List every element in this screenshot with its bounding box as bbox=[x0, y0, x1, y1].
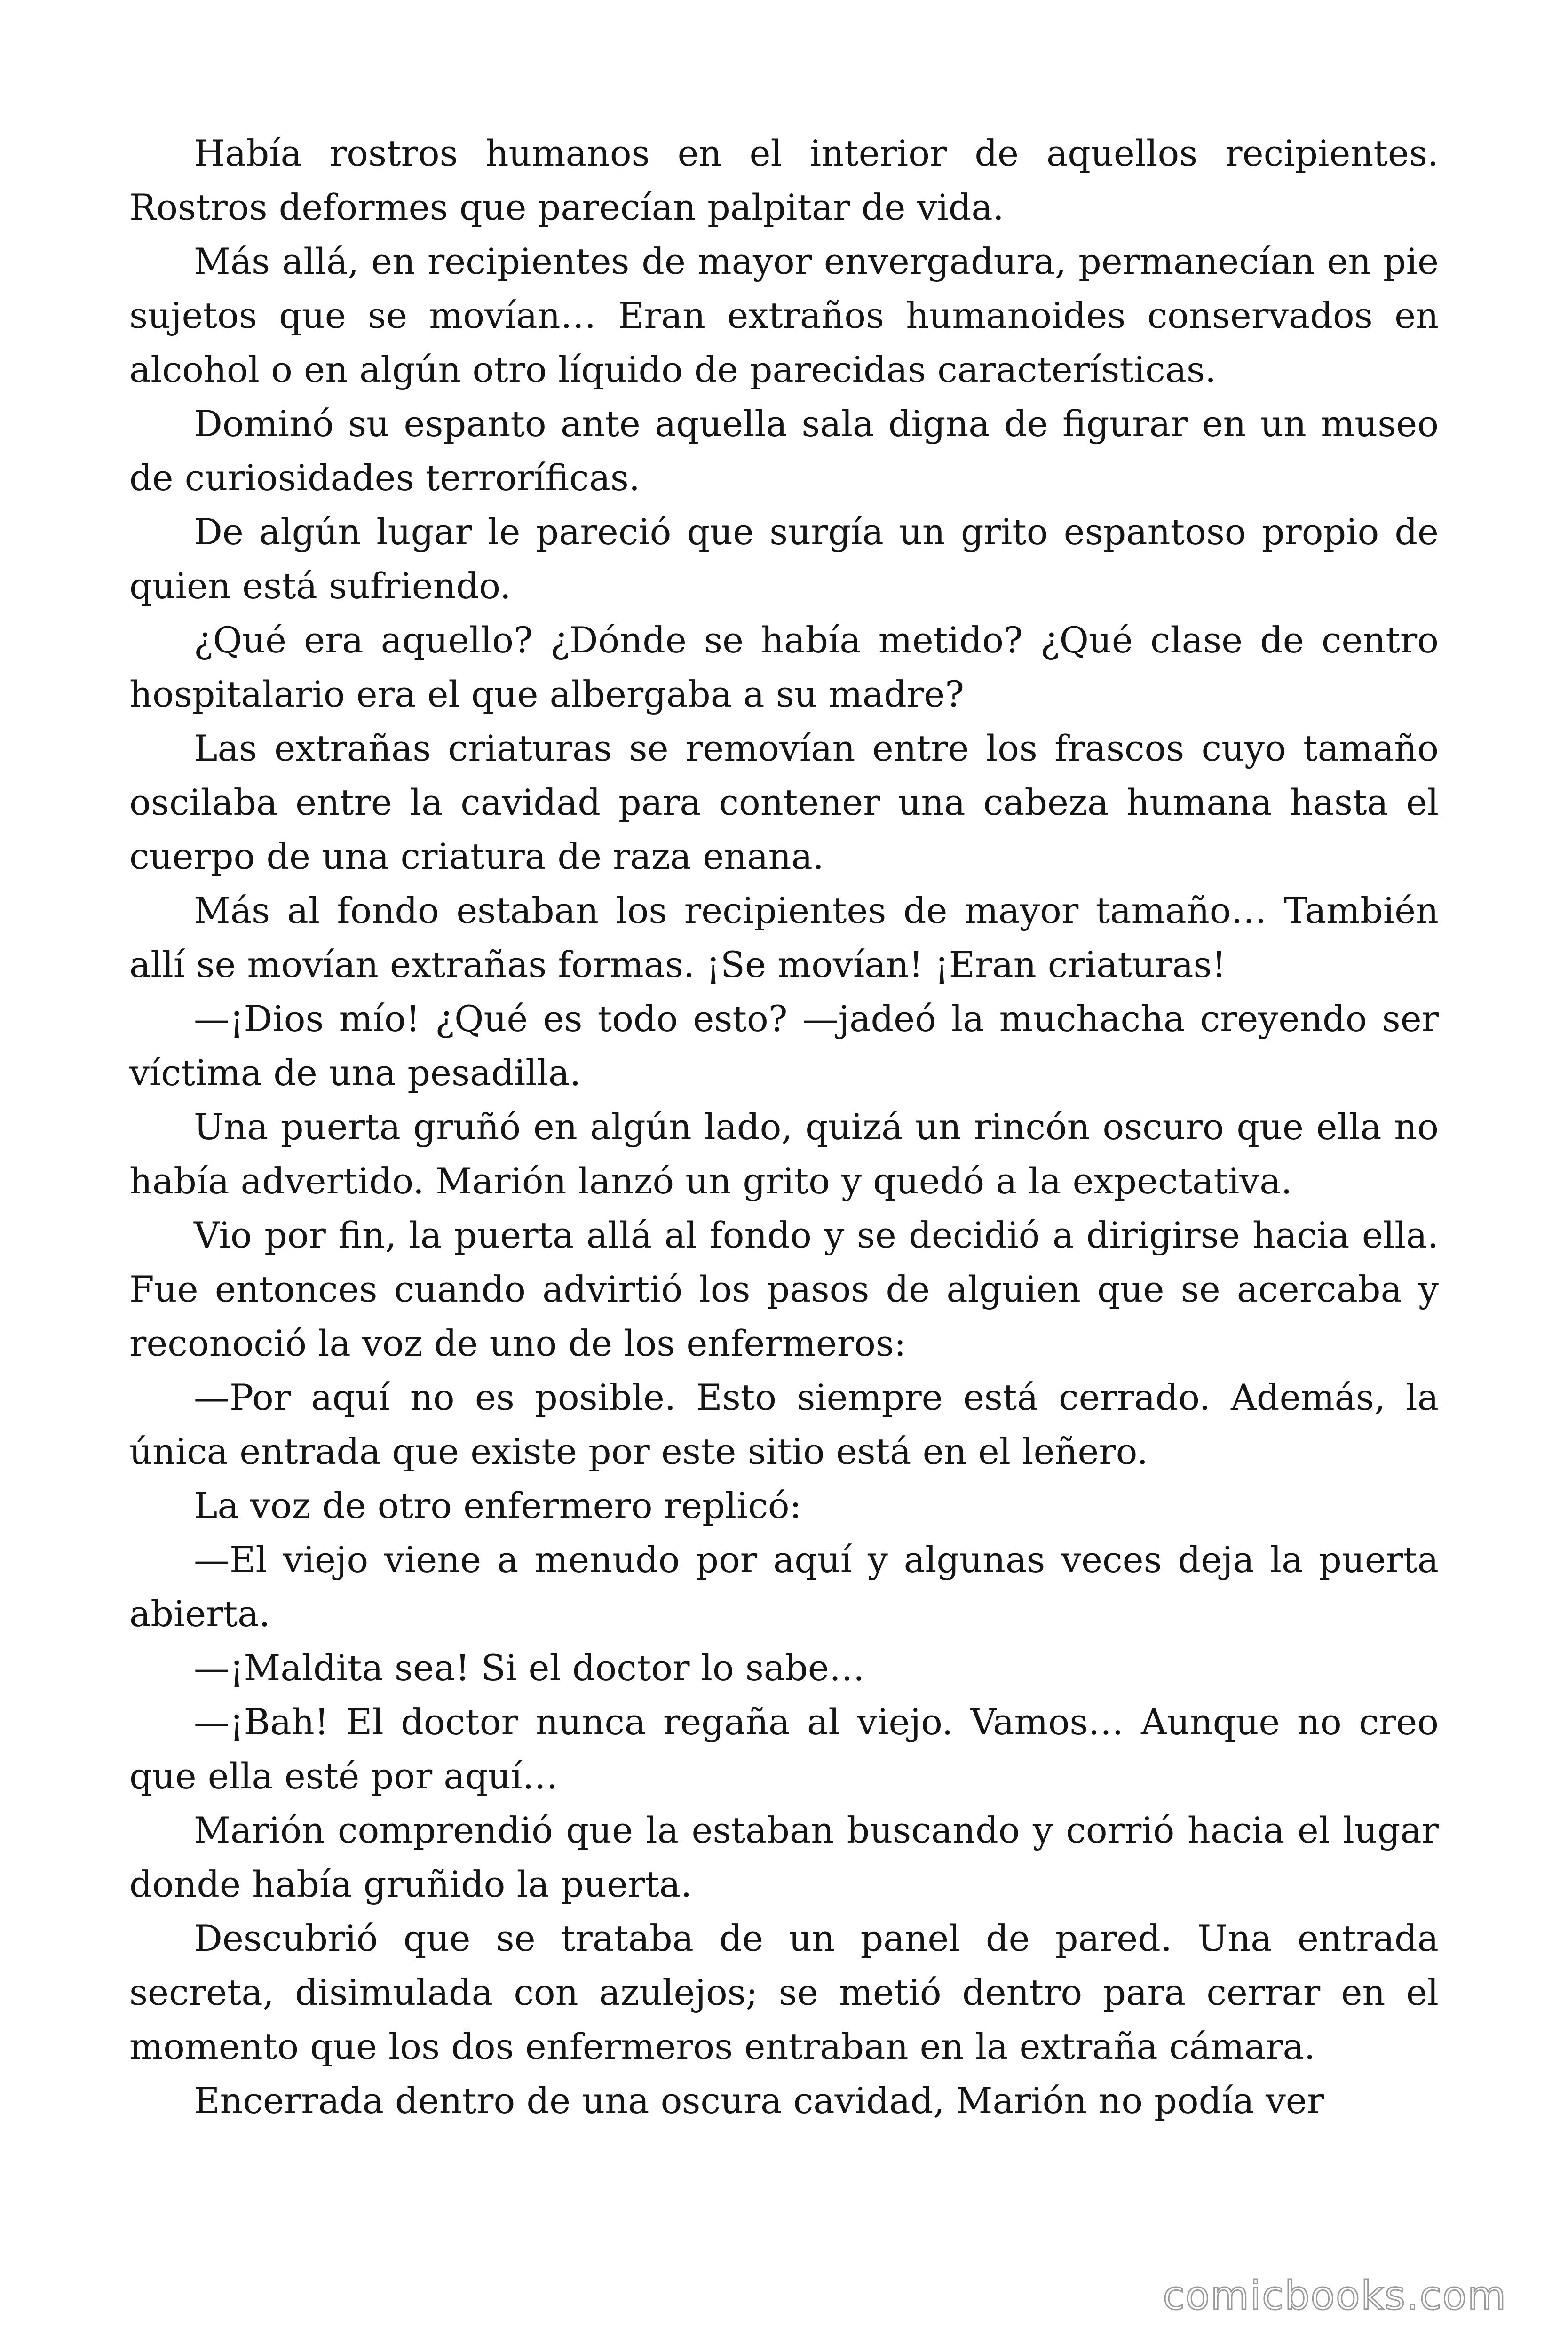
paragraph: Descubrió que se trataba de un panel de pared. Una entrada secreta, disimulada con azulejos; se metió dentro para cerrar en el momento que los dos enfermeros entraban en la extraña cámara. bbox=[129, 1917, 1439, 2067]
paragraph: —¡Maldita sea! Si el doctor lo sabe… bbox=[194, 1647, 865, 1689]
paragraph: —¡Bah! El doctor nunca regaña al viejo. Vamos… Aunque no creo que ella esté por aquí… bbox=[129, 1701, 1439, 1797]
watermark: comicbooks.com bbox=[1163, 2273, 1507, 2319]
paragraph: Encerrada dentro de una oscura cavidad, Marión no podía ver bbox=[194, 2080, 1324, 2122]
paragraph: Marión comprendió que la estaban buscando y corrió hacia el lugar donde había gruñido la puerta. bbox=[129, 1809, 1439, 1905]
paragraph: —¡Dios mío! ¿Qué es todo esto? —jadeó la muchacha creyendo ser víctima de una pesadilla. bbox=[129, 998, 1439, 1094]
paragraph: Había rostros humanos en el interior de aquellos recipientes. Rostros deformes que parecían palpitar de vida. bbox=[129, 132, 1439, 228]
paragraph: Vio por fin, la puerta allá al fondo y se decidió a dirigirse hacia ella. Fue entonces cuando advirtió los pasos de alguien que se acercaba y reconoció la voz de uno de los enfermeros: bbox=[129, 1214, 1439, 1364]
paragraph: Una puerta gruñó en algún lado, quizá un rincón oscuro que ella no había advertido. Marión lanzó un grito y quedó a la expectativa. bbox=[129, 1106, 1439, 1202]
paragraph: Más allá, en recipientes de mayor envergadura, permanecían en pie sujetos que se movían… Eran extraños humanoides conservados en alcohol o en algún otro líquido de parecidas características. bbox=[129, 240, 1439, 390]
paragraph: —El viejo viene a menudo por aquí y algunas veces deja la puerta abierta. bbox=[129, 1539, 1439, 1635]
paragraph: La voz de otro enfermero replicó: bbox=[194, 1485, 802, 1526]
paragraph: —Por aquí no es posible. Esto siempre está cerrado. Además, la única entrada que existe por este sitio está en el leñero. bbox=[129, 1376, 1439, 1472]
paragraph: Más al fondo estaban los recipientes de mayor tamaño… También allí se movían extrañas formas. ¡Se movían! ¡Eran criaturas! bbox=[129, 890, 1439, 985]
paragraph: De algún lugar le pareció que surgía un grito espantoso propio de quien está sufriendo. bbox=[129, 511, 1439, 607]
paragraph: Las extrañas criaturas se removían entre los frascos cuyo tamaño oscilaba entre la cavidad para contener una cabeza humana hasta el cuerpo de una criatura de raza enana. bbox=[129, 727, 1439, 877]
book-page bbox=[129, 126, 1439, 2128]
paragraph: ¿Qué era aquello? ¿Dónde se había metido? ¿Qué clase de centro hospitalario era el que albergaba a su madre? bbox=[129, 619, 1439, 715]
paragraph: Dominó su espanto ante aquella sala digna de figurar en un museo de curiosidades terroríficas. bbox=[129, 403, 1439, 499]
